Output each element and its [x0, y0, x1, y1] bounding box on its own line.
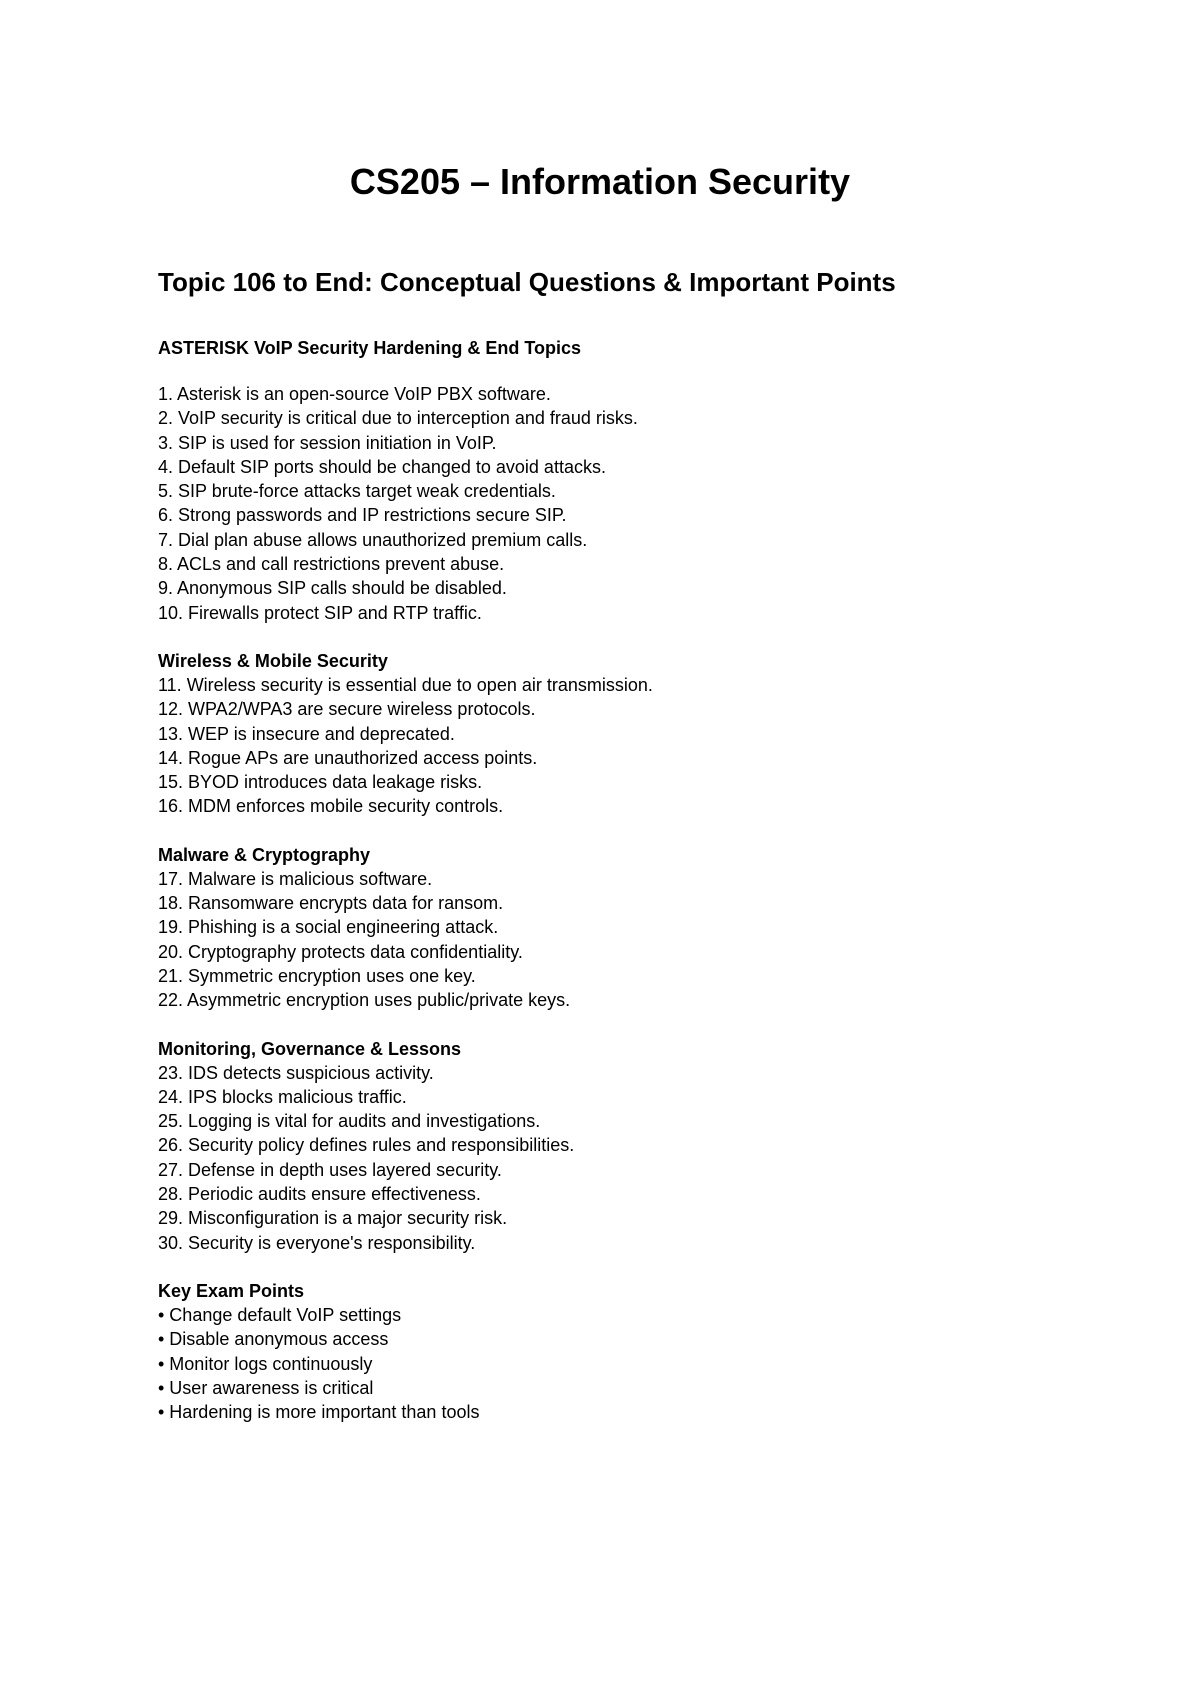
section-heading: Wireless & Mobile Security: [158, 650, 388, 671]
list-item: 9. Anonymous SIP calls should be disabled.: [158, 578, 507, 599]
list-item: 19. Phishing is a social engineering attack.: [158, 917, 499, 938]
section-heading: Monitoring, Governance & Lessons: [158, 1038, 462, 1059]
section-key-exam-points: [158, 1279, 1058, 1424]
section-heading: Malware & Cryptography: [158, 844, 371, 865]
list-item: 1. Asterisk is an open-source VoIP PBX software.: [158, 384, 551, 404]
list-item: 24. IPS blocks malicious traffic.: [158, 1086, 407, 1107]
list-item: 14. Rogue APs are unauthorized access points.: [158, 747, 538, 768]
document-content: [158, 336, 1058, 1448]
list-item: 2. VoIP security is critical due to interception and fraud risks.: [158, 408, 638, 429]
list-item: 6. Strong passwords and IP restrictions secure SIP.: [158, 505, 567, 526]
list-item: 12. WPA2/WPA3 are secure wireless protocols.: [158, 699, 536, 720]
list-item: 18. Ransomware encrypts data for ransom.: [158, 893, 504, 914]
bullet-item: • Disable anonymous access: [158, 1329, 389, 1350]
list-item: 27. Defense in depth uses layered security.: [158, 1159, 502, 1180]
bullet-item: • Change default VoIP settings: [158, 1304, 402, 1325]
list-item: 15. BYOD introduces data leakage risks.: [158, 772, 483, 793]
section-heading: ASTERISK VoIP Security Hardening & End Topics: [158, 338, 582, 358]
document-title: CS205 – Information Security: [349, 161, 851, 202]
bullet-item: • User awareness is critical: [158, 1377, 374, 1398]
list-item: 26. Security policy defines rules and responsibilities.: [158, 1135, 575, 1156]
list-item: 20. Cryptography protects data confidentiality.: [158, 941, 523, 962]
list-item: 29. Misconfiguration is a major security risk.: [158, 1208, 508, 1229]
section-wireless-mobile: [158, 649, 1058, 819]
list-item: 13. WEP is insecure and deprecated.: [158, 723, 455, 744]
list-item: 16. MDM enforces mobile security controls.: [158, 796, 504, 817]
list-item: 30. Security is everyone's responsibility.: [158, 1232, 476, 1253]
section-asterisk-voip: [158, 336, 1058, 625]
list-item: 28. Periodic audits ensure effectiveness.: [158, 1184, 481, 1205]
list-item: 11. Wireless security is essential due to open air transmission.: [158, 674, 653, 695]
list-item: 3. SIP is used for session initiation in VoIP.: [158, 432, 497, 453]
bullet-item: • Hardening is more important than tools: [158, 1402, 480, 1423]
list-item: 7. Dial plan abuse allows unauthorized premium calls.: [158, 529, 588, 550]
list-item: 5. SIP brute-force attacks target weak credentials.: [158, 481, 556, 502]
list-item: 4. Default SIP ports should be changed to avoid attacks.: [158, 456, 606, 477]
list-item: 10. Firewalls protect SIP and RTP traffic.: [158, 602, 482, 623]
section-monitoring-governance: [158, 1037, 1058, 1255]
section-heading: Key Exam Points: [158, 1280, 305, 1301]
list-item: 22. Asymmetric encryption uses public/private keys.: [158, 990, 571, 1011]
list-item: 17. Malware is malicious software.: [158, 868, 433, 889]
list-item: 25. Logging is vital for audits and investigations.: [158, 1111, 541, 1132]
section-malware-crypto: [158, 843, 1058, 1013]
document-subtitle: Topic 106 to End: Conceptual Questions & Important Points: [158, 267, 896, 297]
bullet-item: • Monitor logs continuously: [158, 1353, 373, 1374]
list-item: 21. Symmetric encryption uses one key.: [158, 965, 476, 986]
list-item: 23. IDS detects suspicious activity.: [158, 1062, 434, 1083]
list-item: 8. ACLs and call restrictions prevent abuse.: [158, 554, 505, 575]
